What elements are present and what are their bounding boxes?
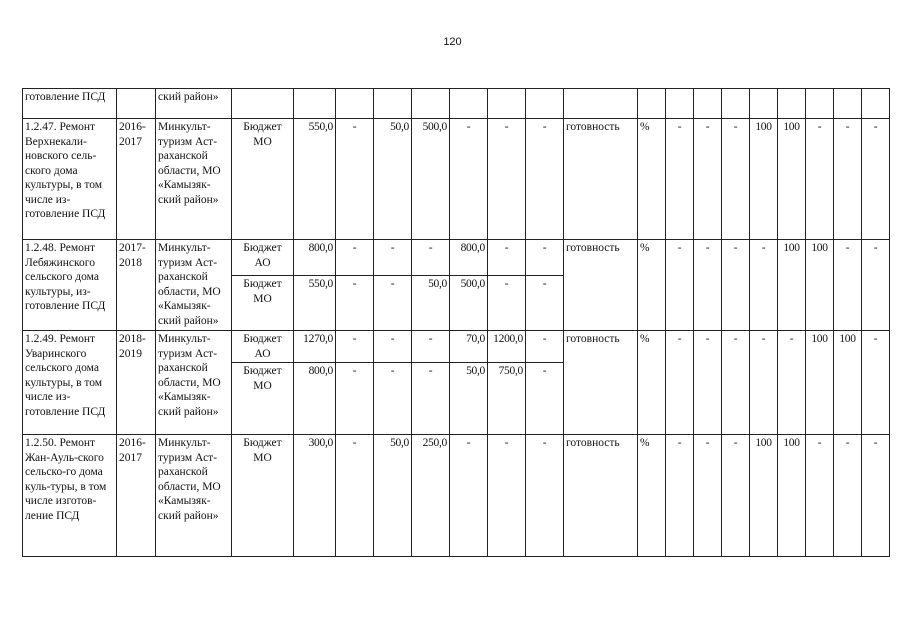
funding-source: Бюджет АО bbox=[232, 240, 294, 276]
target-value: - bbox=[694, 240, 722, 331]
target-value: - bbox=[694, 435, 722, 557]
executor: Минкульт-туризм Аст-раханской области, МО «Камызяк-ский район» bbox=[156, 119, 232, 240]
years: 2016-2017 bbox=[117, 435, 156, 557]
years: 2016-2017 bbox=[117, 119, 156, 240]
amount-year: - bbox=[450, 435, 488, 557]
amount-year: - bbox=[336, 276, 374, 331]
amount-year: - bbox=[336, 119, 374, 240]
amount-year: - bbox=[488, 276, 526, 331]
table-row bbox=[23, 331, 890, 363]
amount-year: 50,0 bbox=[412, 276, 450, 331]
target-value: - bbox=[862, 119, 890, 240]
amount-year: 250,0 bbox=[412, 435, 450, 557]
target-value: 100 bbox=[778, 240, 806, 331]
amount-year: 800,0 bbox=[450, 240, 488, 276]
measure-name: 1.2.48. Ремонт Лебяжинского сельского дома культуры, из-готовление ПСД bbox=[23, 240, 117, 331]
executor: Минкульт-туризм Аст-раханской области, МО «Камызяк-ский район» bbox=[156, 240, 232, 331]
unit: % bbox=[638, 331, 666, 435]
indicator: готовность bbox=[564, 240, 638, 331]
amount-year: - bbox=[412, 363, 450, 435]
target-value: - bbox=[722, 119, 750, 240]
amount-total: 800,0 bbox=[294, 363, 336, 435]
target-value: - bbox=[694, 331, 722, 435]
funding-source: Бюджет АО bbox=[232, 331, 294, 363]
amount-year: - bbox=[450, 119, 488, 240]
target-value: - bbox=[806, 435, 834, 557]
amount-year: - bbox=[336, 331, 374, 363]
executor: Минкульт-туризм Аст-раханской области, МО «Камызяк-ский район» bbox=[156, 435, 232, 557]
amount-year: 500,0 bbox=[412, 119, 450, 240]
amount-year: 750,0 bbox=[488, 363, 526, 435]
target-value: 100 bbox=[806, 331, 834, 435]
amount-year: - bbox=[374, 240, 412, 276]
amount-year: - bbox=[374, 331, 412, 363]
amount-year: 50,0 bbox=[450, 363, 488, 435]
target-value: - bbox=[862, 435, 890, 557]
target-value: - bbox=[750, 331, 778, 435]
unit: % bbox=[638, 435, 666, 557]
target-value: - bbox=[862, 331, 890, 435]
executor: ский район» bbox=[156, 89, 232, 119]
page-number: 120 bbox=[443, 36, 462, 48]
target-value: - bbox=[862, 240, 890, 331]
program-table bbox=[22, 88, 890, 557]
unit: % bbox=[638, 240, 666, 331]
amount-year: - bbox=[336, 363, 374, 435]
target-value: 100 bbox=[834, 331, 862, 435]
amount-year: - bbox=[526, 276, 564, 331]
amount-year: 70,0 bbox=[450, 331, 488, 363]
target-value: - bbox=[834, 435, 862, 557]
funding-source: Бюджет МО bbox=[232, 363, 294, 435]
funding-source: Бюджет МО bbox=[232, 276, 294, 331]
target-value: - bbox=[666, 435, 694, 557]
amount-year: - bbox=[336, 240, 374, 276]
amount-year: - bbox=[488, 240, 526, 276]
table-row bbox=[23, 119, 890, 240]
indicator: готовность bbox=[564, 119, 638, 240]
amount-year: - bbox=[526, 119, 564, 240]
amount-year: 50,0 bbox=[374, 119, 412, 240]
target-value: - bbox=[778, 331, 806, 435]
amount-year: 50,0 bbox=[374, 435, 412, 557]
amount-year: - bbox=[526, 363, 564, 435]
amount-year: - bbox=[374, 363, 412, 435]
target-value: - bbox=[806, 119, 834, 240]
target-value: - bbox=[694, 119, 722, 240]
amount-year: - bbox=[488, 119, 526, 240]
table-row bbox=[23, 89, 890, 119]
amount-year: - bbox=[374, 276, 412, 331]
amount-year: - bbox=[526, 331, 564, 363]
funding-source: Бюджет МО bbox=[232, 435, 294, 557]
target-value: - bbox=[722, 240, 750, 331]
target-value: - bbox=[750, 240, 778, 331]
amount-year: - bbox=[526, 435, 564, 557]
target-value: 100 bbox=[806, 240, 834, 331]
target-value: 100 bbox=[778, 119, 806, 240]
target-value: - bbox=[666, 119, 694, 240]
amount-total: 1270,0 bbox=[294, 331, 336, 363]
amount-year: - bbox=[526, 240, 564, 276]
target-value: - bbox=[722, 435, 750, 557]
measure-name: 1.2.49. Ремонт Уваринского сельского дома культуры, в том числе из-готовление ПСД bbox=[23, 331, 117, 435]
target-value: 100 bbox=[778, 435, 806, 557]
amount-total: 550,0 bbox=[294, 276, 336, 331]
amount-total: 300,0 bbox=[294, 435, 336, 557]
table-row bbox=[23, 435, 890, 557]
target-value: 100 bbox=[750, 435, 778, 557]
target-value: - bbox=[722, 331, 750, 435]
funding-source: Бюджет МО bbox=[232, 119, 294, 240]
measure-name: 1.2.50. Ремонт Жан-Ауль-ского сельско-го дома куль-туры, в том числе изготов-ление ПСД bbox=[23, 435, 117, 557]
target-value: - bbox=[834, 119, 862, 240]
target-value: - bbox=[666, 331, 694, 435]
years: 2018-2019 bbox=[117, 331, 156, 435]
amount-year: - bbox=[488, 435, 526, 557]
amount-year: - bbox=[412, 240, 450, 276]
target-value: - bbox=[834, 240, 862, 331]
amount-year: - bbox=[412, 331, 450, 363]
indicator: готовность bbox=[564, 435, 638, 557]
executor: Минкульт-туризм Аст-раханской области, МО «Камызяк-ский район» bbox=[156, 331, 232, 435]
target-value: 100 bbox=[750, 119, 778, 240]
amount-total: 550,0 bbox=[294, 119, 336, 240]
amount-total: 800,0 bbox=[294, 240, 336, 276]
amount-year: 500,0 bbox=[450, 276, 488, 331]
measure-name: готовление ПСД bbox=[23, 89, 117, 119]
unit: % bbox=[638, 119, 666, 240]
amount-year: 1200,0 bbox=[488, 331, 526, 363]
indicator: готовность bbox=[564, 331, 638, 435]
measure-name: 1.2.47. Ремонт Верхнекали-новского сель-ского дома культуры, в том числе из-готовление ПСД bbox=[23, 119, 117, 240]
target-value: - bbox=[666, 240, 694, 331]
table-row bbox=[23, 240, 890, 276]
years: 2017-2018 bbox=[117, 240, 156, 331]
amount-year: - bbox=[336, 435, 374, 557]
